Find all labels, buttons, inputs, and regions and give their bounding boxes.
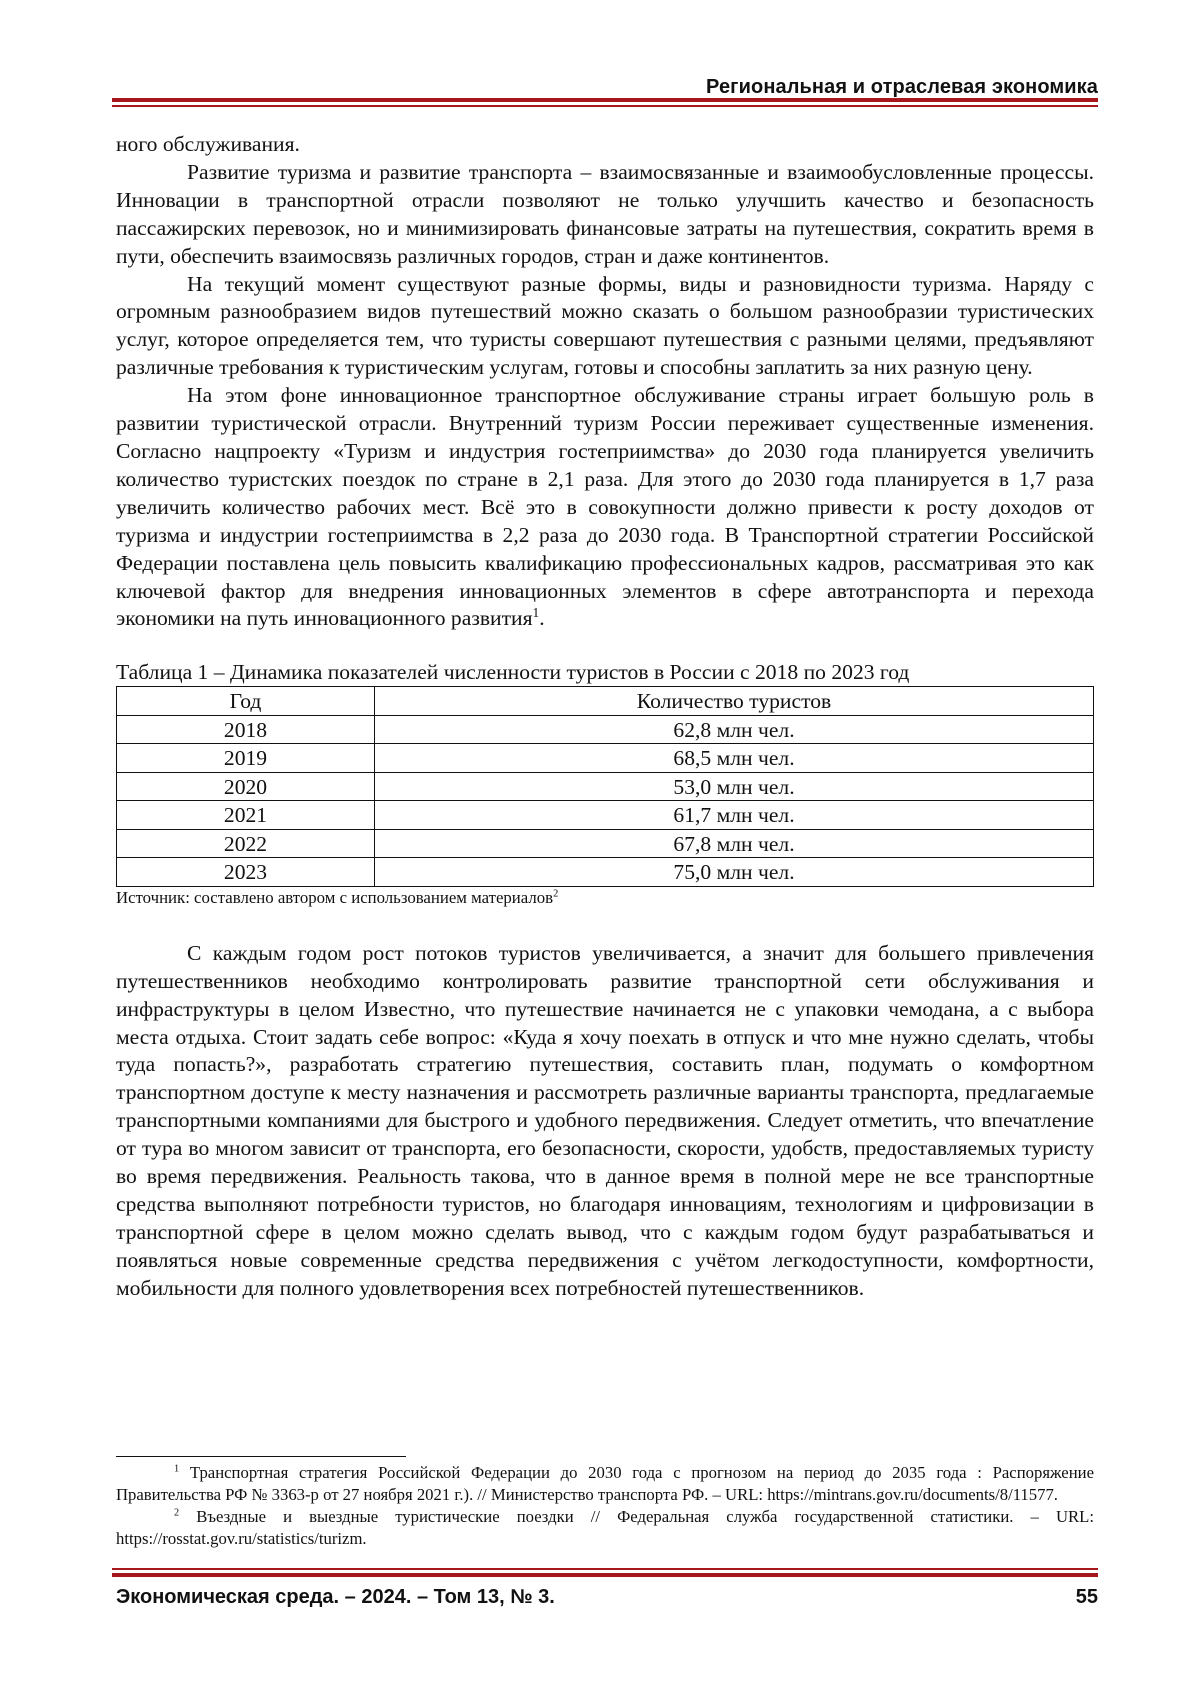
footnote-number: 1 (174, 1463, 180, 1475)
header-rule-thin (112, 105, 1098, 107)
paragraph: Развитие туризма и развитие транспорта – взаимосвязанные и взаимообусловленные процессы. Инновации в транспортной отрасли позволяют не только улучшить качество и безопасность пассажирских перевозок, но и минимизировать финансовые затраты на путешествия, сократить время в пути, обеспечить взаимосвязь различных городов, стран и даже континентов. (116, 159, 1094, 268)
table-cell-year: 2020 (117, 772, 375, 801)
tourists-table (116, 686, 1094, 887)
article-body (116, 131, 1094, 1303)
footnote-separator (116, 1456, 406, 1457)
table-header-year: Год (117, 687, 375, 716)
table-header-row (117, 687, 1094, 716)
paragraph: ного обслуживания. (116, 132, 300, 156)
paragraph-end: . (539, 606, 545, 631)
table-header-count: Количество туристов (375, 687, 1094, 716)
table-cell-count: 75,0 млн чел. (375, 858, 1094, 887)
footer-rule-thick (112, 1573, 1098, 1577)
footnote-text: Въездные и выездные туристические поездки // Федеральная служба государственной статистики. – URL: https://rosstat.gov.ru/statistics/turizm. (116, 1507, 1094, 1548)
footnotes (116, 1462, 1094, 1550)
spacer (116, 909, 1094, 940)
paragraph-text: На этом фоне инновационное транспортное обслуживание страны играет большую роль в развитии туристической отрасли. Внутренний туризм России переживает существенные изменения. Согласно нацпроекту «Туризм и индустрия гостеприимства» до 2030 года планируется увеличить количество туристских поездок по стране в 2,1 раза. Для этого до 2030 года планируется в 1,7 раза увеличить количество рабочих мест. Всё это в совокупности должно привести к росту доходов от туризма и индустрии гостеприимства в 2,2 раза до 2030 года. В Транспортной стратегии Российской Федерации поставлена цель повысить квалификацию профессиональных кадров, рассматривая это как ключевой фактор для внедрения инновационных элементов в сфере автотранспорта и перехода экономики на путь инновационного развития (116, 383, 1094, 631)
table-cell-year: 2023 (117, 858, 375, 887)
table-row (117, 715, 1094, 744)
table-cell-year: 2019 (117, 744, 375, 773)
table-cell-year: 2018 (117, 715, 375, 744)
journal-citation: Экономическая среда. – 2024. – Том 13, № 3. (116, 1586, 555, 1608)
footnote-text: Транспортная стратегия Российской Федерации до 2030 года с прогнозом на период до 2035 года : Распоряжение Правительства РФ № 3363-р от 27 ноября 2021 г.). // Министерство транспорта РФ. – URL: https://mintrans.gov.ru/documents/8/11577. (116, 1463, 1094, 1504)
footnote-1 (116, 1462, 1094, 1506)
footnote-ref-2: 2 (553, 888, 559, 900)
footnote-number: 2 (174, 1507, 180, 1519)
table-row (117, 801, 1094, 830)
table-cell-year: 2022 (117, 829, 375, 858)
table-cell-count: 61,7 млн чел. (375, 801, 1094, 830)
table-cell-count: 67,8 млн чел. (375, 829, 1094, 858)
paragraph: На текущий момент существуют разные формы, виды и разновидности туризма. Наряду с огромным разнообразием видов путешествий можно сказать о большом разнообразии туристических услуг, которое определяется тем, что туристы совершают путешествия с разными целями, предъявляют различные требования к туристическим услугам, готовы и способны заплатить за них разную цену. (116, 271, 1094, 380)
table-cell-count: 62,8 млн чел. (375, 715, 1094, 744)
table-cell-count: 68,5 млн чел. (375, 744, 1094, 773)
table-row (117, 772, 1094, 801)
table-source-note (116, 887, 1094, 909)
paragraph: С каждым годом рост потоков туристов увеличивается, а значит для большего привлечения путешественников необходимо контролировать развитие транспортной сети обслуживания и инфраструктуры в целом Известно, что путешествие начинается не с упаковки чемодана, а с выбора места отдыха. Стоит задать себе вопрос: «Куда я хочу поехать в отпуск и что мне нужно сделать, чтобы туда попасть?», разработать стратегию путешествия, составить план, подумать о комфортном транспортном доступе к месту назначения и рассмотреть различные варианты транспорта, предлагаемые транспортными компаниями для быстрого и удобного передвижения. Следует отметить, что впечатление от тура во многом зависит от транспорта, его безопасности, скорости, удобств, предоставляемых туристу во время передвижения. Реальность такова, что в данное время в полной мере не все транспортные средства выполняют потребности туристов, но благодаря инновациям, технологиям и цифровизации в транспортной сфере в целом можно сделать вывод, что с каждым годом будут разрабатываться и появляться новые современные средства передвижения с учётом легкодоступности, комфортности, мобильности для полного удовлетворения всех потребностей путешественников. (116, 940, 1094, 1300)
table-row (117, 858, 1094, 887)
table-cell-count: 53,0 млн чел. (375, 772, 1094, 801)
table-row (117, 829, 1094, 858)
running-header-title: Региональная и отраслевая экономика (706, 76, 1098, 98)
header-rule-thick (112, 98, 1098, 102)
table-cell-year: 2021 (117, 801, 375, 830)
table-source-text: Источник: составлено автором с использованием материалов (116, 887, 554, 907)
footnote-ref-1: 1 (532, 605, 540, 621)
footnote-2 (116, 1506, 1094, 1550)
table-row (117, 744, 1094, 773)
table-caption: Таблица 1 – Динамика показателей численности туристов в России с 2018 по 2023 год (116, 660, 910, 685)
page-number: 55 (1075, 1586, 1098, 1608)
footer-rule-thin (112, 1568, 1098, 1570)
paragraph (116, 382, 1094, 633)
